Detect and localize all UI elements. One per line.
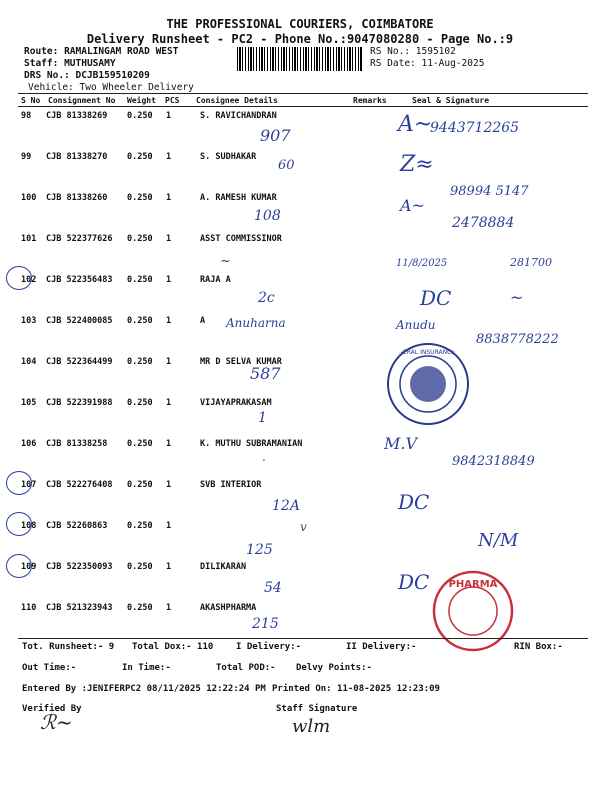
row-consignee: RAJA A [200,275,231,285]
row-sno: 108 [21,521,37,531]
row-weight: 0.250 [127,275,153,285]
delvy-points: Delvy Points:- [296,663,372,673]
handwriting-100-b: 2478884 [452,215,515,231]
route-line [24,46,178,57]
row-pcs: 1 [166,398,172,408]
handwriting-98-b: 9443712265 [430,120,520,136]
handwriting-102-a: 2c [258,290,275,306]
verified-by: Verified By [22,704,82,714]
header-rule-top [18,93,588,94]
row-consignment-no: CJB 81338260 [46,193,108,203]
verified-signature: ℛ~ [40,710,73,734]
row-weight: 0.250 [127,152,153,162]
row-consignment-no: CJB 81338270 [46,152,108,162]
row-consignee: A [200,316,206,326]
row-consignee: VIJAYAPRAKASAM [200,398,272,408]
row-weight: 0.250 [127,439,153,449]
handwriting-105-mark: 1 [258,410,267,426]
row-consignment-no: CJB 522364499 [46,357,113,367]
total-dox: Total Dox:- 110 [132,642,214,652]
row-pcs: 1 [166,357,172,367]
handwriting-110-a: 54 [264,580,282,596]
handwriting-101-signature: ~ [220,254,231,269]
in-time: In Time:- [122,663,171,673]
row-pcs: 1 [166,439,172,449]
row-sno: 106 [21,439,37,449]
circle-mark-102 [6,266,32,290]
row-weight: 0.250 [127,234,153,244]
row-sno: 98 [21,111,32,121]
handwriting-104-a: 587 [250,364,281,383]
rs-date-value: 11-Aug-2025 [421,58,485,69]
row-sno: 105 [21,398,37,408]
row-sno: 101 [21,234,37,244]
row-sno: 109 [21,562,37,572]
handwriting-100-a: 108 [254,208,281,224]
handwriting-98-signature: A~ [398,112,433,137]
row-consignee: S. RAVICHANDRAN [200,111,277,121]
row-consignment-no: CJB 522276408 [46,480,113,490]
handwriting-106-mark: . [262,450,266,464]
handwriting-103-a: Anuharna [226,316,286,330]
staff-signature-label: Staff Signature [276,704,358,714]
handwriting-103-signature: Anudu [396,318,436,332]
pharma-seal [432,570,514,652]
row-weight: 0.250 [127,603,153,613]
row-pcs: 1 [166,193,172,203]
header-rule-bottom [18,106,588,107]
route-value: RAMALINGAM ROAD WEST [64,46,179,57]
handwriting-99-signature: Z≈ [400,152,434,177]
staff-value: MUTHUSAMY [64,58,116,69]
circle-mark-109 [6,554,32,578]
row-pcs: 1 [166,275,172,285]
handwriting-109-b: DC [398,570,430,594]
row-weight: 0.250 [127,357,153,367]
row-sno: 100 [21,193,37,203]
row-weight: 0.250 [127,480,153,490]
row-consignment-no: CJB 522350093 [46,562,113,572]
route-label: Route: [24,46,59,57]
row-pcs: 1 [166,562,172,572]
row-sno: 107 [21,480,37,490]
col-pcs: PCS [165,96,180,105]
drs-value: DCJB159510209 [75,70,150,81]
handwriting-102-c: ~ [510,288,524,307]
i-delivery: I Delivery:- [236,642,302,652]
rs-no-line [370,46,456,57]
row-consignee: AKASHPHARMA [200,603,257,613]
row-sno: 99 [21,152,32,162]
circle-mark-108 [6,512,32,536]
circle-mark-107 [6,471,32,495]
ii-delivery: II Delivery:- [346,642,417,652]
staff-signature: wlm [292,716,331,737]
row-consignment-no: CJB 52260863 [46,521,108,531]
row-consignee: A. RAMESH KUMAR [200,193,277,203]
rs-no-value: 1595102 [415,46,456,57]
row-pcs: 1 [166,316,172,326]
handwriting-102-b: DC [420,286,452,310]
col-seal-signature: Seal & Signature [412,96,490,105]
row-consignee: SVB INTERIOR [200,480,262,490]
row-pcs: 1 [166,111,172,121]
total-pod: Total POD:- [216,663,276,673]
row-pcs: 1 [166,152,172,162]
staff-line [24,58,116,69]
drs-line [24,70,150,81]
rs-no-label: RS No.: [370,46,411,57]
vehicle-line [28,82,194,93]
row-pcs: 1 [166,480,172,490]
vehicle-label: Vehicle: [28,82,74,93]
row-weight: 0.250 [127,316,153,326]
row-consignment-no: CJB 522377626 [46,234,113,244]
row-sno: 102 [21,275,37,285]
pharma-seal-text: PHARMA [448,579,498,590]
row-consignment-no: CJB 522400085 [46,316,113,326]
total-runsheet: Tot. Runsheet:- 9 [22,642,115,652]
handwriting-99-b: 98994 5147 [450,184,529,199]
row-consignee: ASST COMMISSINOR [200,234,282,244]
col-consignment: Consignment No [48,96,116,105]
rin-box: RIN Box:- [514,642,563,652]
vehicle-value: Two Wheeler Delivery [79,82,194,93]
handwriting-107-a: 12A [272,498,300,514]
handwriting-101-a: 11/8/2025 [396,258,448,269]
handwriting-110-b: 215 [252,616,279,632]
row-weight: 0.250 [127,398,153,408]
rs-date-label: RS Date: [370,58,416,69]
row-consignee: MR D SELVA KUMAR [200,357,282,367]
handwriting-109-a: 125 [246,542,273,558]
row-pcs: 1 [166,234,172,244]
runsheet-title: Delivery Runsheet - PC2 - Phone No.:9047080280 - Page No.:9 [86,32,514,46]
printed-on: Printed On: 11-08-2025 12:23:09 [272,684,440,694]
col-sno: S No [21,96,41,105]
handwriting-101-b: 281700 [510,256,552,269]
row-sno: 110 [21,603,37,613]
col-weight: Weight [127,96,156,105]
col-consignee: Consignee Details [196,96,278,105]
handwriting-98-a: 907 [260,126,291,145]
row-weight: 0.250 [127,111,153,121]
row-consignee: S. SUDHAKAR [200,152,257,162]
insurance-seal-text: GENERAL INSURANCE CO [390,349,466,356]
handwriting-99-a: 60 [278,158,295,173]
handwriting-107-b: DC [398,490,430,514]
entered-by: Entered By :JENIFERPC2 08/11/2025 12:22:24 PM [22,684,266,694]
row-weight: 0.250 [127,562,153,572]
rs-date-line [370,58,484,69]
footer-rule [18,638,588,639]
row-sno: 103 [21,316,37,326]
barcode [237,47,362,71]
handwriting-108-a: N/M [478,530,519,551]
row-consignment-no: CJB 522356483 [46,275,113,285]
out-time: Out Time:- [22,663,77,673]
row-consignment-no: CJB 81338258 [46,439,108,449]
handwriting-108-mark: v [300,520,307,534]
row-consignment-no: CJB 522391988 [46,398,113,408]
staff-label: Staff: [24,58,59,69]
row-consignee: DILIKARAN [200,562,247,572]
drs-label: DRS No.: [24,70,70,81]
handwriting-103-b: 8838778222 [476,332,559,347]
row-pcs: 1 [166,603,172,613]
row-consignment-no: CJB 521323943 [46,603,113,613]
handwriting-100-signature: A~ [400,196,425,215]
row-weight: 0.250 [127,521,153,531]
handwriting-106-a: 9842318849 [452,454,535,469]
row-consignee: K. MUTHU SUBRAMANIAN [200,439,303,449]
row-consignment-no: CJB 81338269 [46,111,108,121]
row-weight: 0.250 [127,193,153,203]
row-pcs: 1 [166,521,172,531]
row-sno: 104 [21,357,37,367]
company-name: THE PROFESSIONAL COURIERS, COIMBATORE [166,17,434,31]
insurance-seal [386,342,470,426]
col-remarks: Remarks [353,96,387,105]
handwriting-106-signature: M.V [384,434,418,453]
